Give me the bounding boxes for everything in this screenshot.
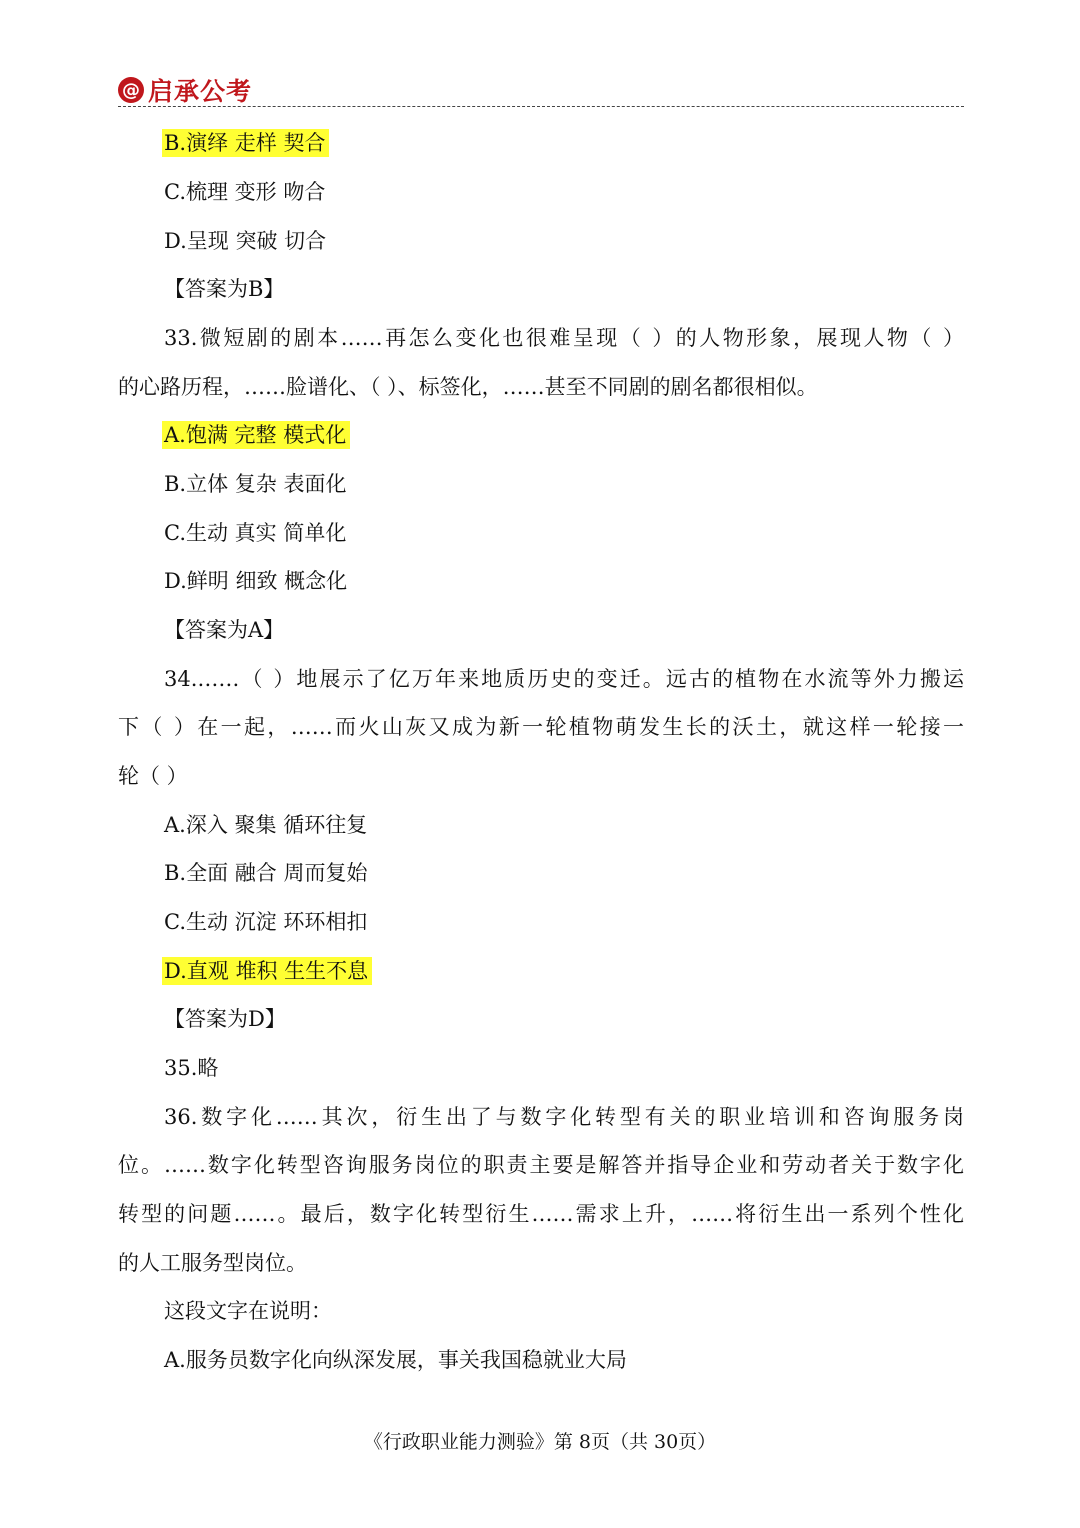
q36-prompt: 这段文字在说明：	[164, 1299, 332, 1323]
page-footer: 《行政职业能力测验》第 8页（共 30页）	[363, 1431, 717, 1453]
q36-option-a: A.服务员数字化向纵深发展，事关我国稳就业大局	[164, 1348, 627, 1372]
highlighted-answer: A.饱满 完整 模式化	[162, 421, 350, 449]
brand-logo	[118, 74, 252, 106]
q32-option-d: D.呈现 突破 切合	[164, 229, 327, 253]
q36-stem-line4: 的人工服务型岗位。	[118, 1251, 307, 1275]
q33-stem-line2: 的心路历程，……脸谱化、（ ）、标签化，……甚至不同剧的剧名都很相似。	[118, 375, 818, 399]
q34-option-a: A.深入 聚集 循环往复	[164, 813, 368, 837]
q36-stem-line2: 位。……数字化转型咨询服务岗位的职责主要是解答并指导企业和劳动者关于数字化	[118, 1153, 964, 1177]
q32-option-c: C.梳理 变形 吻合	[164, 180, 326, 204]
q34-stem-line2: 下（ ）在一起，……而火山灰又成为新一轮植物萌发生长的沃土，就这样一轮接一	[118, 715, 964, 739]
q32-answer: 【答案为B】	[164, 277, 285, 301]
q32-option-b	[164, 128, 329, 158]
q36-stem-line3: 转型的问题……。最后，数字化转型衍生……需求上升，……将衍生出一系列个性化	[118, 1202, 964, 1226]
header-divider	[118, 106, 964, 107]
q34-option-d	[164, 956, 372, 986]
q35-stem: 35.略	[164, 1056, 219, 1080]
q34-option-b: B.全面 融合 周而复始	[164, 861, 368, 885]
q36-stem-line1: 36.数字化……其次，衍生出了与数字化转型有关的职业培训和咨询服务岗	[164, 1105, 964, 1129]
at-logo-icon: @	[118, 77, 144, 103]
q33-option-b: B.立体 复杂 表面化	[164, 472, 347, 496]
brand-name: 启承公考	[148, 77, 253, 106]
q34-stem-line1: 34.……（ ）地展示了亿万年来地质历史的变迁。远古的植物在水流等外力搬运	[164, 667, 964, 691]
page-header	[118, 72, 964, 108]
highlighted-answer: D.直观 堆积 生生不息	[162, 957, 372, 985]
q33-option-c: C.生动 真实 简单化	[164, 521, 347, 545]
q34-answer: 【答案为D】	[164, 1007, 286, 1031]
q34-option-c: C.生动 沉淀 环环相扣	[164, 910, 368, 934]
q33-answer: 【答案为A】	[164, 618, 285, 642]
q33-option-a	[164, 420, 350, 450]
highlighted-answer: B.演绎 走样 契合	[162, 129, 329, 157]
q33-option-d: D.鲜明 细致 概念化	[164, 569, 348, 593]
q33-stem-line1: 33.微短剧的剧本……再怎么变化也很难呈现（ ）的人物形象，展现人物（ ）	[164, 326, 964, 350]
q34-stem-line3: 轮（ ）	[118, 764, 188, 788]
